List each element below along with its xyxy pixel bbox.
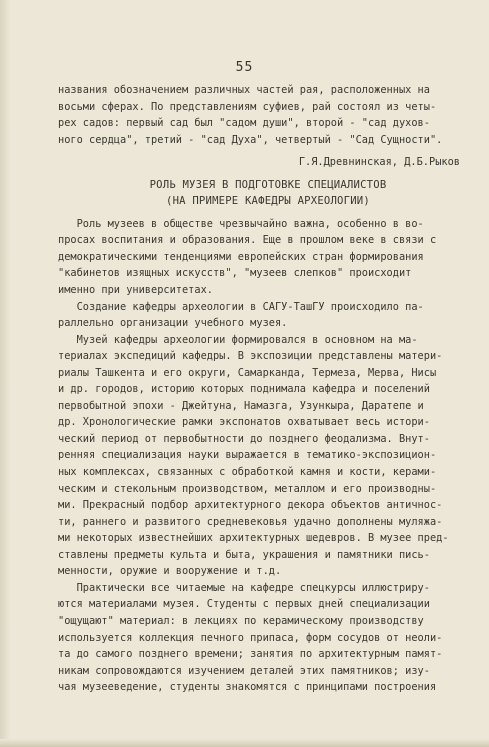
text-line: менности, оружие и вооружение и т.д. (58, 565, 282, 578)
text-line: др. Хронологические рамки экспонатов охватывает весь истори- (58, 416, 430, 429)
text-line: "ощущают" материал: в лекциях по керамическому производству (58, 614, 424, 627)
text-line: ми. Прекрасный подбор архитектурного декора объектов античнос- (58, 499, 443, 512)
page-edge-shadow (0, 0, 10, 747)
text-line: та до самого позднего времени; занятия по архитектурным памят- (58, 648, 443, 661)
text-line: Роль музеев в обществе чрезвычайно важна, особенно в во- (58, 217, 424, 230)
text-line: никам сопровождаются изучением деталей этих памятников; изу- (58, 664, 430, 677)
text-line: чая музееведение, студенты знакомятся с принципами построения (58, 681, 437, 694)
paragraph-3 (58, 332, 478, 580)
text-line: демократическими тенденциями европейских стран формирования (58, 250, 424, 263)
intro-paragraph (58, 82, 478, 148)
text-line: ных комплексах, связанных с обработкой камня и кости, керами- (58, 466, 437, 479)
text-line: Музей кафедры археологии формировался в основном на ма- (58, 333, 418, 346)
text-line: Создание кафедры археологии в САГУ-ТашГУ происходило па- (58, 300, 424, 313)
article-title (58, 177, 478, 210)
text-line: рех садов: первый сад был "садом души", второй - "сад духов- (58, 117, 430, 130)
text-line: ми некоторых известнейших архитектурных шедевров. В музее пред- (58, 532, 449, 545)
page-body (58, 82, 478, 696)
text-line: ного сердца", третий - "сад Духа", четвертый - "Сад Сущности". (58, 133, 443, 146)
text-line: ставлены предметы культа и быта, украшения и памятники пись- (58, 548, 430, 561)
text-line: териалах экспедиций кафедры. В экспозиции представлены матери- (58, 350, 443, 363)
title-line: РОЛЬ МУЗЕЯ В ПОДГОТОВКЕ СПЕЦИАЛИСТОВ (149, 178, 387, 191)
text-line: Практически все читаемые на кафедре спецкурсы иллюстриру- (58, 581, 430, 594)
text-line: используется коллекция печного припаса, форм сосудов от неоли- (58, 631, 443, 644)
text-line: раллельно организации учебного музея. (58, 317, 288, 330)
page-bottom-shadow (0, 739, 489, 747)
paragraph-4 (58, 580, 478, 696)
text-line: первобытной эпохи - Джейтуна, Намазга, Узункыра, Даратепе и (58, 399, 424, 412)
text-line: просах воспитания и образования. Еще в прошлом веке в связи с (58, 234, 437, 247)
article-authors: Г.Я.Древнинская, Д.Б.Рыков (298, 156, 460, 169)
text-line: именно при университетах. (58, 284, 213, 297)
text-line: названия обозначением различных частей рая, расположенных на (58, 84, 430, 96)
text-line: ческим и стекольным производством, металлом и его производны- (58, 482, 437, 495)
text-line: ческий период от первобытности до позднего феодализма. Внут- (58, 432, 430, 445)
text-line: восьми сферах. По представлениям суфиев, рай состоял из четы- (58, 100, 437, 113)
title-line: (НА ПРИМЕРЕ КАФЕДРЫ АРХЕОЛОГИИ) (166, 195, 370, 208)
page-number: 55 (235, 60, 254, 75)
text-line: и др. городов, историю которых поднимала кафедра и поселений (58, 383, 430, 396)
text-line: ренняя специализация науки выражается в тематико-экспозицион- (58, 449, 437, 462)
text-line: ются материалами музея. Студенты с первых дней специализации (58, 598, 430, 611)
text-line: ти, раннего и развитого средневековья удачно дополнены муляжа- (58, 515, 443, 528)
text-line: "кабинетов изящных искусств", "музеев слепков" происходит (58, 267, 412, 280)
paragraph-1 (58, 216, 478, 299)
text-line: риалы Ташкента и его округи, Самарканда, Термеза, Мерва, Нисы (58, 366, 437, 379)
paragraph-2 (58, 299, 478, 332)
